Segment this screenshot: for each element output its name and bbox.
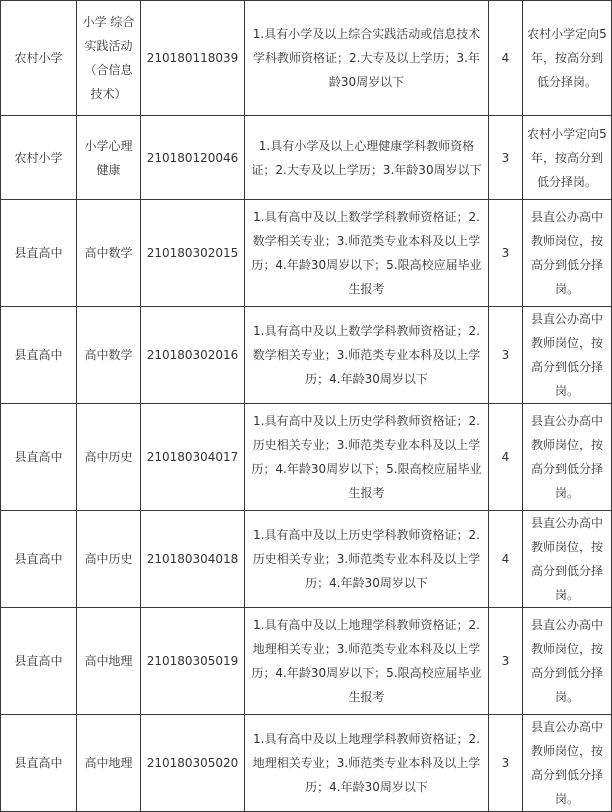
requirements-cell: 1.具有小学及以上心理健康学科教师资格证；2.大专及以上学历；3.年龄30周岁以下 <box>245 116 489 200</box>
subject-cell: 高中历史 <box>77 511 141 608</box>
headcount-cell: 4 <box>489 511 523 608</box>
headcount-cell: 3 <box>489 116 523 200</box>
note-cell: 县直公办高中教师岗位，按高分到低分择岗。 <box>523 307 612 404</box>
position-code-cell: 210180305019 <box>141 608 245 715</box>
headcount-cell: 3 <box>489 608 523 715</box>
table-body <box>1 1 612 812</box>
unit-cell: 县直高中 <box>1 404 77 511</box>
requirements-cell: 1.具有高中及以上数学学科教师资格证；2.数学相关专业；3.师范类专业本科及以上学历；4.年龄30周岁以下 <box>245 307 489 404</box>
position-code-cell: 210180120046 <box>141 116 245 200</box>
headcount-cell: 4 <box>489 1 523 116</box>
table-row <box>1 116 612 200</box>
position-code-cell: 210180304017 <box>141 404 245 511</box>
note-cell: 农村小学定向5年，按高分到低分择岗。 <box>523 1 612 116</box>
requirements-cell: 1.具有高中及以上地理学科教师资格证；2.地理相关专业；3.师范类专业本科及以上学历；4.年龄30周岁以下；5.限高校应届毕业生报考 <box>245 608 489 715</box>
subject-cell: 高中历史 <box>77 404 141 511</box>
subject-cell: 高中数学 <box>77 200 141 307</box>
requirements-cell: 1.具有高中及以上历史学科教师资格证；2.历史相关专业；3.师范类专业本科及以上学历；4.年龄30周岁以下 <box>245 511 489 608</box>
position-code-cell: 210180118039 <box>141 1 245 116</box>
subject-cell: 小学心理健康 <box>77 116 141 200</box>
note-cell: 农村小学定向5年，按高分到低分择岗。 <box>523 116 612 200</box>
unit-cell: 农村小学 <box>1 1 77 116</box>
table-row <box>1 307 612 404</box>
position-code-cell: 210180302015 <box>141 200 245 307</box>
requirements-cell: 1.具有高中及以上数学学科教师资格证；2.数学相关专业；3.师范类专业本科及以上学历；4.年龄30周岁以下；5.限高校应届毕业生报考 <box>245 200 489 307</box>
requirements-cell: 1.具有高中及以上地理学科教师资格证；2.地理相关专业；3.师范类专业本科及以上学历；4.年龄30周岁以下 <box>245 715 489 812</box>
position-code-cell: 210180304018 <box>141 511 245 608</box>
note-cell: 县直公办高中教师岗位，按高分到低分择岗。 <box>523 404 612 511</box>
subject-cell: 高中地理 <box>77 608 141 715</box>
position-code-cell: 210180302016 <box>141 307 245 404</box>
table-row <box>1 200 612 307</box>
table-row <box>1 511 612 608</box>
table-row <box>1 715 612 812</box>
table-row <box>1 608 612 715</box>
requirements-cell: 1.具有高中及以上历史学科教师资格证；2.历史相关专业；3.师范类专业本科及以上学历；4.年龄30周岁以下；5.限高校应届毕业生报考 <box>245 404 489 511</box>
headcount-cell: 3 <box>489 200 523 307</box>
unit-cell: 县直高中 <box>1 715 77 812</box>
unit-cell: 农村小学 <box>1 116 77 200</box>
table-row <box>1 1 612 116</box>
table-row <box>1 404 612 511</box>
note-cell: 县直公办高中教师岗位，按高分到低分择岗。 <box>523 715 612 812</box>
note-cell: 县直公办高中教师岗位，按高分到低分择岗。 <box>523 200 612 307</box>
note-cell: 县直公办高中教师岗位，按高分到低分择岗。 <box>523 608 612 715</box>
note-cell: 县直公办高中教师岗位，按高分到低分择岗。 <box>523 511 612 608</box>
unit-cell: 县直高中 <box>1 608 77 715</box>
position-code-cell: 210180305020 <box>141 715 245 812</box>
unit-cell: 县直高中 <box>1 307 77 404</box>
subject-cell: 小学 综合实践活动（合信息技术） <box>77 1 141 116</box>
unit-cell: 县直高中 <box>1 511 77 608</box>
subject-cell: 高中地理 <box>77 715 141 812</box>
headcount-cell: 3 <box>489 307 523 404</box>
headcount-cell: 3 <box>489 715 523 812</box>
headcount-cell: 4 <box>489 404 523 511</box>
unit-cell: 县直高中 <box>1 200 77 307</box>
requirements-cell: 1.具有小学及以上综合实践活动或信息技术学科教师资格证；2.大专及以上学历；3.年龄30周岁以下 <box>245 1 489 116</box>
subject-cell: 高中数学 <box>77 307 141 404</box>
